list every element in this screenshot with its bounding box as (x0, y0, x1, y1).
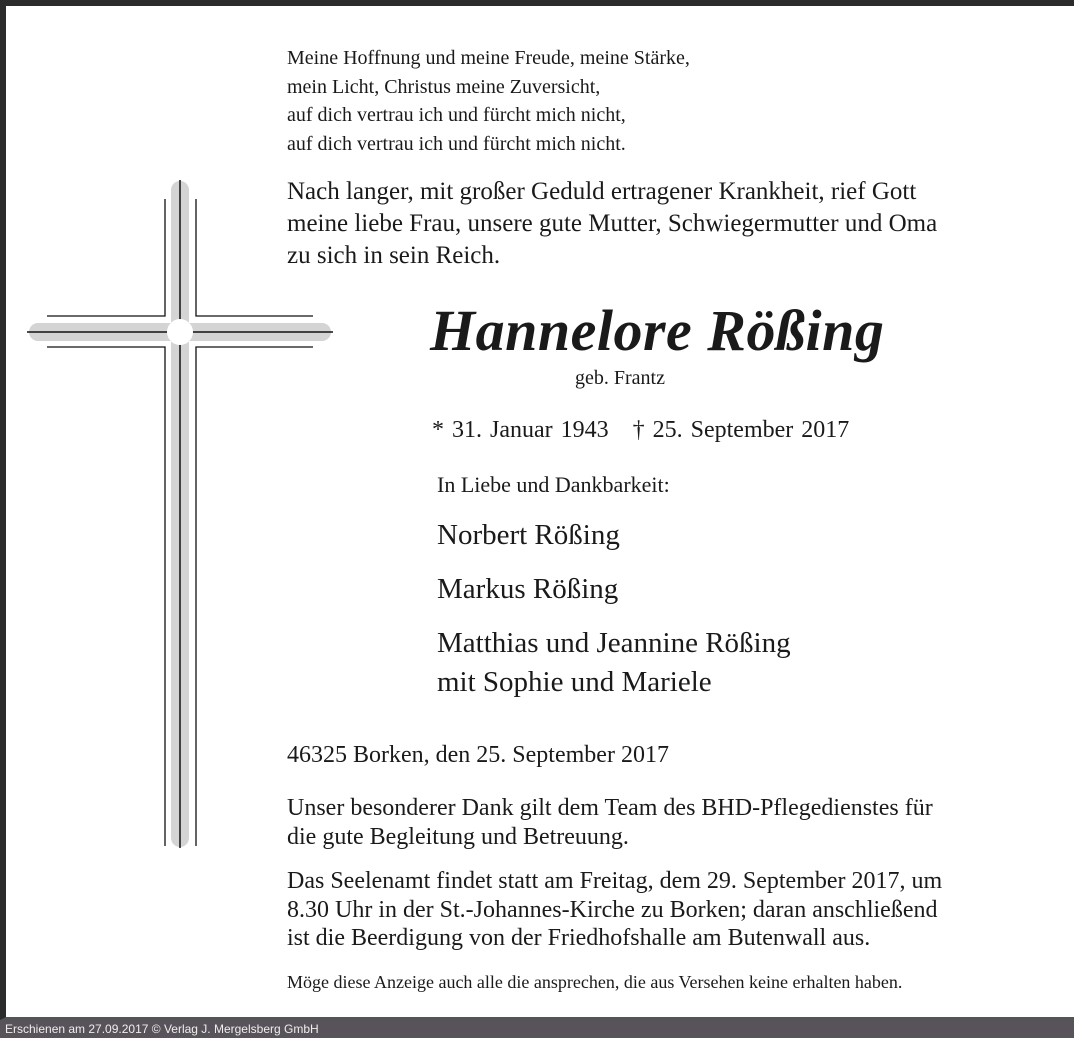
intro-line: Nach langer, mit großer Geduld ertragener Krankheit, rief Gott (287, 178, 917, 205)
poem-line: auf dich vertrau ich und fürcht mich nicht, (287, 104, 626, 126)
poem (287, 44, 690, 158)
closing-note: Möge diese Anzeige auch alle die ansprechen, die aus Versehen keine erhalten haben. (287, 972, 903, 992)
place-date: 46325 Borken, den 25. September 2017 (287, 742, 669, 768)
maiden-name: geb. Frantz (575, 367, 665, 389)
poem-line: Meine Hoffnung und meine Freude, meine Stärke, (287, 47, 690, 69)
mourner-name: Matthias und Jeannine Rößing (437, 627, 791, 659)
life-dates (432, 417, 849, 444)
intro-line: meine liebe Frau, unsere gute Mutter, Schwiegermutter und Oma (287, 210, 938, 237)
death-date: † 25. September 2017 (632, 417, 850, 443)
mourner-name: Markus Rößing (437, 573, 619, 605)
service-line: 8.30 Uhr in der St.-Johannes-Kirche zu Borken; daran anschließend (287, 896, 938, 923)
thanks-line: die gute Begleitung und Betreuung. (287, 823, 629, 850)
intro-line: zu sich in sein Reich. (287, 242, 501, 269)
service-line: Das Seelenamt findet statt am Freitag, dem 29. September 2017, um (287, 868, 943, 894)
intro-text (287, 176, 937, 272)
poem-line: mein Licht, Christus meine Zuversicht, (287, 75, 601, 98)
service-line: ist die Beerdigung von der Friedhofshalle am Butenwall aus. (287, 925, 871, 951)
mourner-name: mit Sophie und Mariele (437, 666, 712, 698)
poem-line: auf dich vertrau ich und fürcht mich nicht. (287, 132, 626, 155)
birth-date: * 31. Januar 1943 (432, 417, 609, 443)
mourners-heading: In Liebe und Dankbarkeit: (437, 472, 670, 497)
publication-footer: Erschienen am 27.09.2017 © Verlag J. Mergelsberg GmbH (0, 1020, 1074, 1038)
service-text (287, 867, 942, 953)
thanks-line: Unser besonderer Dank gilt dem Team des BHD-Pflegedienstes für (287, 795, 933, 821)
mourner-name: Norbert Rößing (437, 519, 620, 551)
deceased-name: Hannelore Rößing (430, 298, 885, 363)
thanks-text (287, 794, 933, 851)
